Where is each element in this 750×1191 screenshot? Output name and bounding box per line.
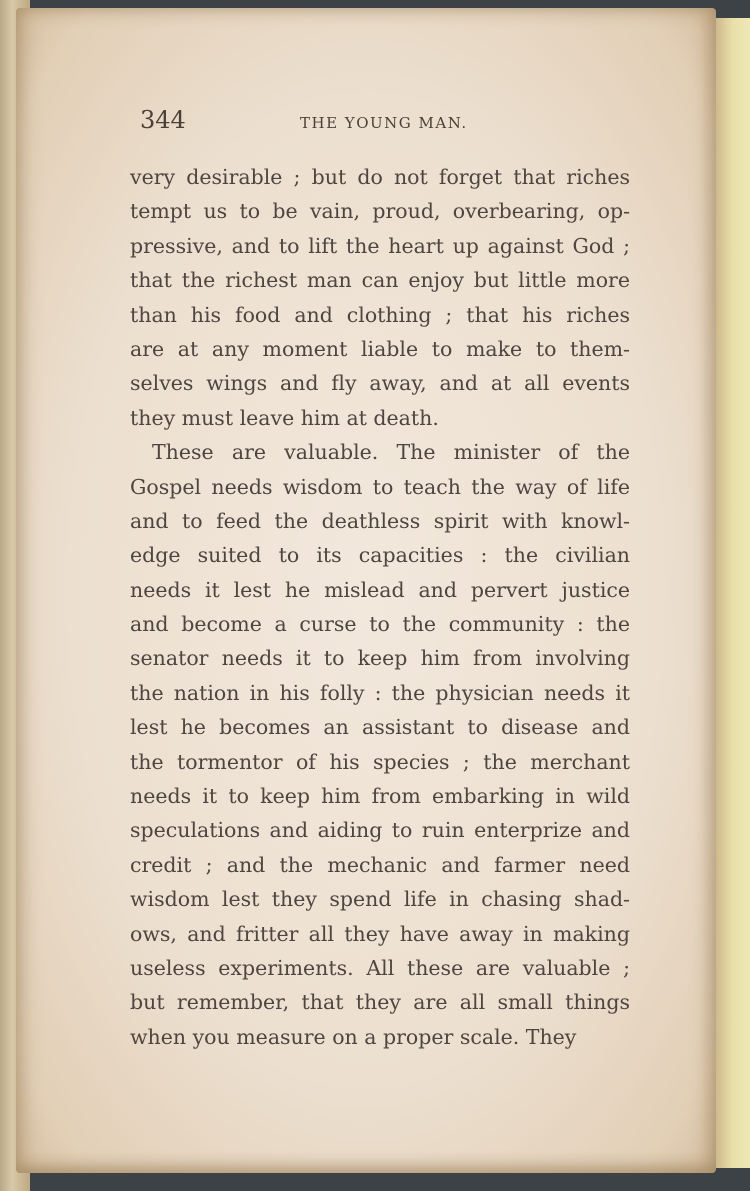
book-right-edge xyxy=(712,18,750,1168)
page-header xyxy=(140,100,620,140)
paragraph-1 xyxy=(130,160,630,435)
text-line: needs it to keep him from embarking in wild xyxy=(130,784,630,809)
text-line: that the richest man can enjoy but little more xyxy=(130,268,630,293)
text-line: speculations and aiding to ruin enterprize and xyxy=(130,818,630,843)
text-line: These are valuable. The minister of the xyxy=(152,440,630,465)
text-line: the tormentor of his species ; the merchant xyxy=(130,749,630,774)
text-line: tempt us to be vain, proud, overbearing, op- xyxy=(130,199,630,224)
text-line: when you measure on a proper scale. They xyxy=(130,1024,577,1049)
text-line: needs it lest he mislead and pervert justice xyxy=(130,577,630,602)
page-number: 344 xyxy=(140,106,186,134)
text-line: credit ; and the mechanic and farmer need xyxy=(130,852,630,877)
book-page xyxy=(16,8,716,1173)
text-line: and become a curse to the community : the xyxy=(130,612,630,637)
text-line: the nation in his folly : the physician needs it xyxy=(130,680,630,705)
text-line: and to feed the deathless spirit with knowl- xyxy=(130,508,630,533)
running-title: THE YOUNG MAN. xyxy=(300,114,468,132)
text-line: but remember, that they are all small things xyxy=(130,990,630,1015)
text-line: edge suited to its capacities : the civilian xyxy=(130,543,630,568)
text-line: than his food and clothing ; that his riches xyxy=(130,302,630,327)
text-line: very desirable ; but do not forget that riches xyxy=(130,165,630,189)
text-line: lest he becomes an assistant to disease and xyxy=(130,715,630,740)
text-line: pressive, and to lift the heart up against God ; xyxy=(130,233,630,258)
text-line: senator needs it to keep him from involving xyxy=(130,646,630,671)
text-line: selves wings and fly away, and at all events xyxy=(130,371,630,396)
text-line: wisdom lest they spend life in chasing shad- xyxy=(130,887,630,912)
body-text xyxy=(130,160,630,1054)
text-line: they must leave him at death. xyxy=(130,405,439,430)
text-line: useless experiments. All these are valuable ; xyxy=(130,955,630,980)
text-line: Gospel needs wisdom to teach the way of life xyxy=(130,474,630,499)
text-line: ows, and fritter all they have away in making xyxy=(130,921,630,946)
paragraph-2 xyxy=(130,435,630,1054)
text-line: are at any moment liable to make to them- xyxy=(130,336,630,361)
